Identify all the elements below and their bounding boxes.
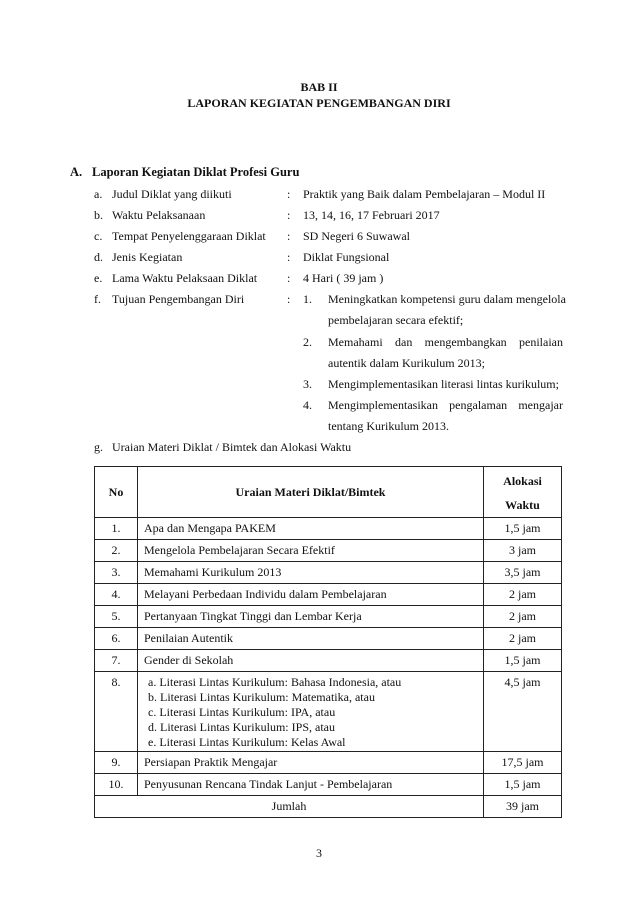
detail-label: Tujuan Pengembangan Diri xyxy=(112,292,245,306)
detail-value: SD Negeri 6 Suwawal xyxy=(303,229,410,243)
table-row xyxy=(95,774,562,796)
total-label: Jumlah xyxy=(95,796,484,818)
cell-material: Mengelola Pembelajaran Secara Efektif xyxy=(138,540,484,562)
detail-colon: : xyxy=(287,187,291,201)
section-heading xyxy=(70,165,299,180)
detail-colon: : xyxy=(287,229,291,243)
section-title: Laporan Kegiatan Diklat Profesi Guru xyxy=(92,165,300,179)
table-row xyxy=(95,562,562,584)
section-letter: A. xyxy=(70,165,83,179)
goal-number: 3. xyxy=(303,377,312,391)
cell-material-list xyxy=(138,672,484,752)
cell-duration: 2 jam xyxy=(484,584,562,606)
detail-key: b. xyxy=(94,208,103,222)
cell-material: Memahami Kurikulum 2013 xyxy=(138,562,484,584)
list-item: b. Literasi Lintas Kurikulum: Matematika, atau xyxy=(148,690,375,704)
detail-key: e. xyxy=(94,271,103,285)
cell-material: Penyusunan Rencana Tindak Lanjut - Pembelajaran xyxy=(138,774,484,796)
cell-material: Melayani Perbedaan Individu dalam Pembelajaran xyxy=(138,584,484,606)
cell-duration: 1,5 jam xyxy=(484,518,562,540)
list-item: a. Literasi Lintas Kurikulum: Bahasa Indonesia, atau xyxy=(148,675,402,689)
cell-no: 2. xyxy=(95,540,138,562)
cell-duration: 17,5 jam xyxy=(484,752,562,774)
table-row xyxy=(95,584,562,606)
cell-no: 4. xyxy=(95,584,138,606)
goal-text: Mengimplementasikan literasi lintas kurikulum; xyxy=(328,377,559,391)
materials-table xyxy=(94,466,562,818)
goal-number: 4. xyxy=(303,398,312,412)
cell-no: 5. xyxy=(95,606,138,628)
cell-no: 6. xyxy=(95,628,138,650)
cell-duration: 3,5 jam xyxy=(484,562,562,584)
cell-duration: 1,5 jam xyxy=(484,650,562,672)
detail-colon: : xyxy=(287,250,291,264)
cell-no: 1. xyxy=(95,518,138,540)
detail-key: g. xyxy=(94,440,103,454)
table-intro-text: Uraian Materi Diklat / Bimtek dan Alokasi Waktu xyxy=(112,440,352,454)
detail-label: Judul Diklat yang diikuti xyxy=(112,187,232,201)
cell-material: Apa dan Mengapa PAKEM xyxy=(138,518,484,540)
cell-no: 10. xyxy=(95,774,138,796)
detail-value: 4 Hari ( 39 jam ) xyxy=(303,271,384,285)
table-row xyxy=(95,628,562,650)
detail-key: f. xyxy=(94,292,101,306)
chapter-title: LAPORAN KEGIATAN PENGEMBANGAN DIRI xyxy=(187,96,451,110)
cell-material: Persiapan Praktik Mengajar xyxy=(138,752,484,774)
page-number: 3 xyxy=(316,846,322,860)
goal-text: tentang Kurikulum 2013. xyxy=(328,419,449,433)
detail-value: Praktik yang Baik dalam Pembelajaran – Modul II xyxy=(303,187,546,201)
detail-label: Lama Waktu Pelaksaan Diklat xyxy=(112,271,258,285)
detail-colon: : xyxy=(287,271,291,285)
detail-key: c. xyxy=(94,229,103,243)
detail-key: a. xyxy=(94,187,103,201)
cell-duration: 3 jam xyxy=(484,540,562,562)
list-item: c. Literasi Lintas Kurikulum: IPA, atau xyxy=(148,705,336,719)
table-row xyxy=(95,672,562,752)
header-material: Uraian Materi Diklat/Bimtek xyxy=(138,467,484,518)
list-item: e. Literasi Lintas Kurikulum: Kelas Awal xyxy=(148,735,346,749)
list-item: d. Literasi Lintas Kurikulum: IPS, atau xyxy=(148,720,335,734)
table-header-row xyxy=(95,467,562,518)
table-row xyxy=(95,650,562,672)
cell-duration: 1,5 jam xyxy=(484,774,562,796)
detail-label: Waktu Pelaksanaan xyxy=(112,208,206,222)
cell-material: Penilaian Autentik xyxy=(138,628,484,650)
table-row xyxy=(95,752,562,774)
detail-key: d. xyxy=(94,250,103,264)
header-duration: Alokasi Waktu xyxy=(484,467,562,518)
cell-material: Pertanyaan Tingkat Tinggi dan Lembar Kerja xyxy=(138,606,484,628)
total-value: 39 jam xyxy=(484,796,562,818)
goal-text: Meningkatkan kompetensi guru dalam mengelola xyxy=(328,292,566,306)
cell-no: 7. xyxy=(95,650,138,672)
cell-no: 3. xyxy=(95,562,138,584)
cell-duration: 4,5 jam xyxy=(484,672,562,752)
detail-colon: : xyxy=(287,292,291,306)
goal-number: 1. xyxy=(303,292,312,306)
detail-colon: : xyxy=(287,208,291,222)
goal-text: Mengimplementasikan pengalaman mengajar xyxy=(328,398,563,412)
goal-text: pembelajaran secara efektif; xyxy=(328,313,464,327)
goal-text: autentik dalam Kurikulum 2013; xyxy=(328,356,485,370)
detail-label: Tempat Penyelenggaraan Diklat xyxy=(112,229,266,243)
cell-no: 9. xyxy=(95,752,138,774)
table-row xyxy=(95,518,562,540)
table-total-row xyxy=(95,796,562,818)
chapter-heading: BAB II xyxy=(300,80,338,94)
cell-material: Gender di Sekolah xyxy=(138,650,484,672)
cell-duration: 2 jam xyxy=(484,606,562,628)
cell-duration: 2 jam xyxy=(484,628,562,650)
detail-value: 13, 14, 16, 17 Februari 2017 xyxy=(303,208,440,222)
detail-label: Jenis Kegiatan xyxy=(112,250,183,264)
table-row xyxy=(95,606,562,628)
goal-text: Memahami dan mengembangkan penilaian xyxy=(328,335,563,349)
goal-number: 2. xyxy=(303,335,312,349)
detail-value: Diklat Fungsional xyxy=(303,250,390,264)
header-no: No xyxy=(95,467,138,518)
cell-no: 8. xyxy=(95,672,138,752)
table-row xyxy=(95,540,562,562)
